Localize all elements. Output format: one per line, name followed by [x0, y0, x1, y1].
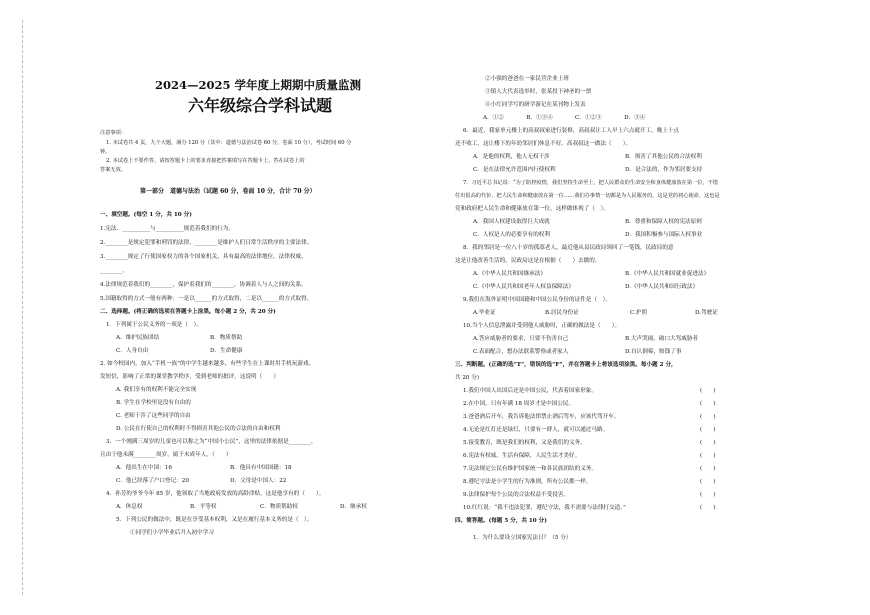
judge-q7-paren: ( )	[700, 466, 716, 472]
choice-q3-b: B．他具有中国国籍：18	[230, 465, 292, 471]
choice-q5-options: A．①② B．①③④ C．①②③ D．③④	[483, 115, 646, 121]
judge-q9: 9.法律保护每个公民的合法权益不受侵害。	[463, 492, 570, 498]
choice-q8-a: A.《中华人民共和国继承法》	[473, 271, 546, 277]
section2-heading: 二、选择题。(将正确的选项在答题卡上涂黑。每小题 2 分，共 20 分)	[100, 309, 276, 315]
section1-heading: 一、填空题。(每空 1 分，共 10 分)	[100, 212, 192, 218]
choice-q8-b: B.《中华人民共和国就业促进法》	[625, 271, 710, 277]
fill-q3: 3.________规定了行使国家权力的各个国家机关，具有最高的法律地位，法律权威，	[100, 254, 307, 260]
notice-item-2: 2. 本试卷上不要作答，请按答题卡上的要求直接把答案填写在答题卡上，答在试卷上的	[106, 158, 305, 164]
choice-q7-a: A．我国人权建设取得巨大成就	[473, 219, 550, 225]
choice-q1-d: D．生命健康	[210, 348, 243, 354]
left-column	[100, 0, 420, 615]
choice-q8-cont: 这是让他改善生活的，民政局这是在根据（ ）去做的。	[455, 258, 601, 264]
choice-q6-c: C．是在法律允许范围内行使权利	[473, 167, 556, 173]
choice-q2-c: C. 老师干涉了这些同学的自由	[116, 413, 191, 419]
choice-q9-a: A.毕业证	[473, 310, 496, 316]
choice-q2-b: B. 学生在学校里是没有自由的	[116, 400, 191, 406]
choice-q1-b: B．物质帮助	[210, 335, 243, 341]
choice-q6-a: A．是他的权利，他人无权干涉	[473, 154, 550, 160]
judge-q8-paren: ( )	[700, 479, 716, 485]
choice-q3-a: A．他出生在中国：16	[116, 465, 172, 471]
judge-q2-paren: ( )	[700, 401, 716, 407]
judge-q9-paren: ( )	[700, 492, 716, 498]
choice-q2-a: A. 我们享有的权利不能完全实现	[116, 387, 197, 393]
notice-heading: 注意事项：	[100, 130, 126, 136]
choice-q10: 10.当个人信息泄露并受到他人威胁时，正确的做法是（ ）。	[463, 323, 621, 329]
choice-q10-c: C.表面配合，想办法联系警察或者家人	[473, 349, 569, 355]
choice-q2: 2. 如今校园内，加入“手机一族”的中学生越来越多，有些学生在上课时用手机玩游戏、	[100, 361, 315, 367]
judge-q4-paren: ( )	[700, 427, 716, 433]
choice-q3-cont: 且由于他未满________周岁，属于未成年人。（ ）	[100, 452, 232, 458]
choice-q9-d: D.驾驶证	[695, 310, 718, 316]
choice-q4: 4．孙芳的爷爷今年 85 岁，他领取了当地政府发放的高龄津贴，这是他享有的（ ）。	[106, 491, 325, 497]
notice-item-2-cont: 答案无效。	[100, 167, 126, 173]
choice-q6-b: B．损害了其他公民的合法权利	[625, 154, 702, 160]
notice-item-1: 1. 本试卷共 4 页，九个大题，满分 120 分（其中：道德与法治试卷 60 分，卷面 10 分），考试时间 60 分	[106, 140, 352, 146]
choice-q3: 3．一个刚满三周岁的儿童也可以称之为“中国小公民”，这里的法律依据是________，	[106, 439, 317, 445]
exam-title: 2024—2025 学年度上期期中质量监测	[155, 78, 362, 92]
choice-q9-c: C.护照	[630, 310, 648, 316]
fill-q5: 5.国籍取得的方式一般有两种：一是以______的方式取得，二是以______的方式取得。	[100, 296, 313, 302]
choice-q7-b: B．尊重和保障人权的宪法原则	[625, 219, 702, 225]
judge-q10-paren: ( )	[700, 505, 716, 511]
short-answer-q1: 1．为什么要设立国家宪法日？（5 分）	[473, 535, 572, 541]
choice-q5-item1: ①同学们小学毕业后升入初中学习	[130, 530, 214, 536]
section3-heading: 三、判断题。(正确的选“T”，错误的选“F”，并在答题卡上将该选项涂黑。每小题 2 分，	[455, 362, 677, 368]
fill-q3-cont: ________。	[100, 268, 128, 274]
choice-q3-c: C．他已经落了户口登记：20	[116, 478, 189, 484]
choice-q10-d: D.自认倒霉，赔钱了事	[625, 349, 682, 355]
fill-q4: 4.法律规范着我们的________，保护着我们的________，协调着人与人之间的关系。	[100, 282, 307, 288]
choice-q8-d: D.《中华人民共和国行政法》	[625, 284, 699, 290]
choice-q8-c: C.《中华人民共和国老年人权益保障法》	[473, 284, 574, 290]
exam-subtitle: 六年级综合学科试题	[188, 96, 333, 115]
choice-q6-cont: 还不收工，这让楼下的年幼邻居们休息不好。高叔叔这一做法（ ）。	[455, 141, 632, 147]
choice-q7-cont: 付出很高的代价，把人民生命和健康放在第一位……我们办事情一切都是为人民服务的，这是党的初心使命，这也是	[455, 193, 720, 199]
fill-q2: 2.________是规定犯罪和刑罚的法律，________是维护人们日常生活秩序的主要法律。	[100, 240, 313, 246]
fill-q1: 1.宪法、__________与__________规范着我们的行为。	[100, 226, 234, 232]
choice-q10-b: B.大声哭闹，破口大骂威胁者	[625, 336, 699, 342]
judge-q2: 2.在中国，只有年满 18 周岁才是中国公民。	[463, 401, 575, 407]
notice-item-1-cont: 钟。	[100, 149, 111, 155]
judge-q5: 5.接受教育，既是我们的权利，又是我们的义务。	[463, 440, 586, 446]
choice-q2-cont: 发短信，影响了正常的课堂教学秩序，受到老师的批评。这说明（ ）	[100, 374, 280, 380]
binding-dashed-line	[22, 20, 23, 595]
judge-q1-paren: ( )	[700, 388, 716, 394]
judge-q10: 10.红红说：“我不违法犯罪，遵纪守法，我不需要与法律打交道。”	[463, 505, 626, 511]
judge-q8: 8.遵纪守法是小学生的行为准则，所有公民都一样。	[463, 479, 592, 485]
choice-q3-d: D．父母是中国人：22	[230, 478, 287, 484]
choice-q5-item4: ④小红同学写的研学游记在某刊物上发表	[485, 102, 586, 108]
right-column	[455, 0, 775, 615]
choice-q9: 9.我们在海外证明中国国籍和中国公民身份的证件是（ ）。	[463, 297, 611, 303]
judge-q7: 7.宪法规定公民有维护国家统一和各民族团结的义务。	[463, 466, 597, 472]
choice-q2-d: D. 公民在行使自己的权利时不得损害其他公民的合法的自由和权利	[116, 426, 281, 432]
choice-q9-b: B.居民身份证	[545, 310, 579, 316]
choice-q4-d: D．继承权	[340, 504, 367, 510]
section4-heading: 四、简答题。(每题 5 分，共 10 分)	[455, 518, 547, 524]
choice-q1: 1．下列属于公民义务的一项是（ ）。	[106, 322, 202, 328]
choice-q4-a: A．休息权	[116, 504, 143, 510]
choice-q5-item3: ③镇人大代表选举时，张某投下神圣的一票	[485, 89, 592, 95]
choice-q5: 5．下列公民的做法中，既是在享受基本权利，又是在履行基本义务的是（ ）。	[116, 517, 313, 523]
judge-q3-paren: ( )	[700, 414, 716, 420]
choice-q4-b: B．平等权	[190, 504, 217, 510]
judge-q5-paren: ( )	[700, 440, 716, 446]
choice-q10-a: A.答应威胁者的要求，只要不伤害自己	[473, 336, 569, 342]
choice-q7: 7．习近平总书记说：“为了防控疫情，我们坚持生命至上，把人民群众的生命安全和身体健康放在第一位，不惜	[463, 180, 718, 186]
choice-q7-d: D．我国积极参与国际人权事业	[625, 232, 703, 238]
choice-q7-c: C．人权是人的必要享有的权利	[473, 232, 550, 238]
choice-q1-a: A．维护民族团结	[116, 335, 160, 341]
part1-heading: 第一部分 道德与法治（试题 60 分，卷面 10 分，合计 70 分）	[140, 188, 316, 195]
binding-margin	[0, 0, 28, 615]
judge-q6-paren: ( )	[700, 453, 716, 459]
choice-q6: 6．最近，我家单元楼上的高叔叔家进行装修，高叔叔让工人早上六点就开工，晚上十点	[463, 128, 680, 134]
choice-q5-item2: ②小强的爸爸在一家民营企业上班	[485, 76, 569, 82]
choice-q4-c: C．物质帮助权	[260, 504, 298, 510]
judge-q3: 3.爸爸酒后开车，我告诉他法律禁止酒后驾车，应该代驾开车。	[463, 414, 620, 420]
choice-q7-cont2: 党和政府把人民生命和健康放在第一位。这样做体现了（ ）。	[455, 206, 609, 212]
choice-q6-d: D．是合法的，作为邻居要支持	[625, 167, 703, 173]
section3-heading-cont: 共 20 分)	[455, 375, 480, 381]
choice-q1-c: C．人身自由	[116, 348, 149, 354]
choice-q8: 8．我的邻居是一位八十岁的孤寡老人，最近他从县民政局领回了一笔钱，民政局的意	[463, 245, 674, 251]
judge-q4: 4.无论是红灯还是绿灯，只要有一群人，就可以通过马路。	[463, 427, 609, 433]
judge-q1: 1.我们中国人出国后还是中国公民，代表着国家形象。	[463, 388, 597, 394]
judge-q6: 6.宪法有权威，生活有保障，人民生活才美好。	[463, 453, 581, 459]
